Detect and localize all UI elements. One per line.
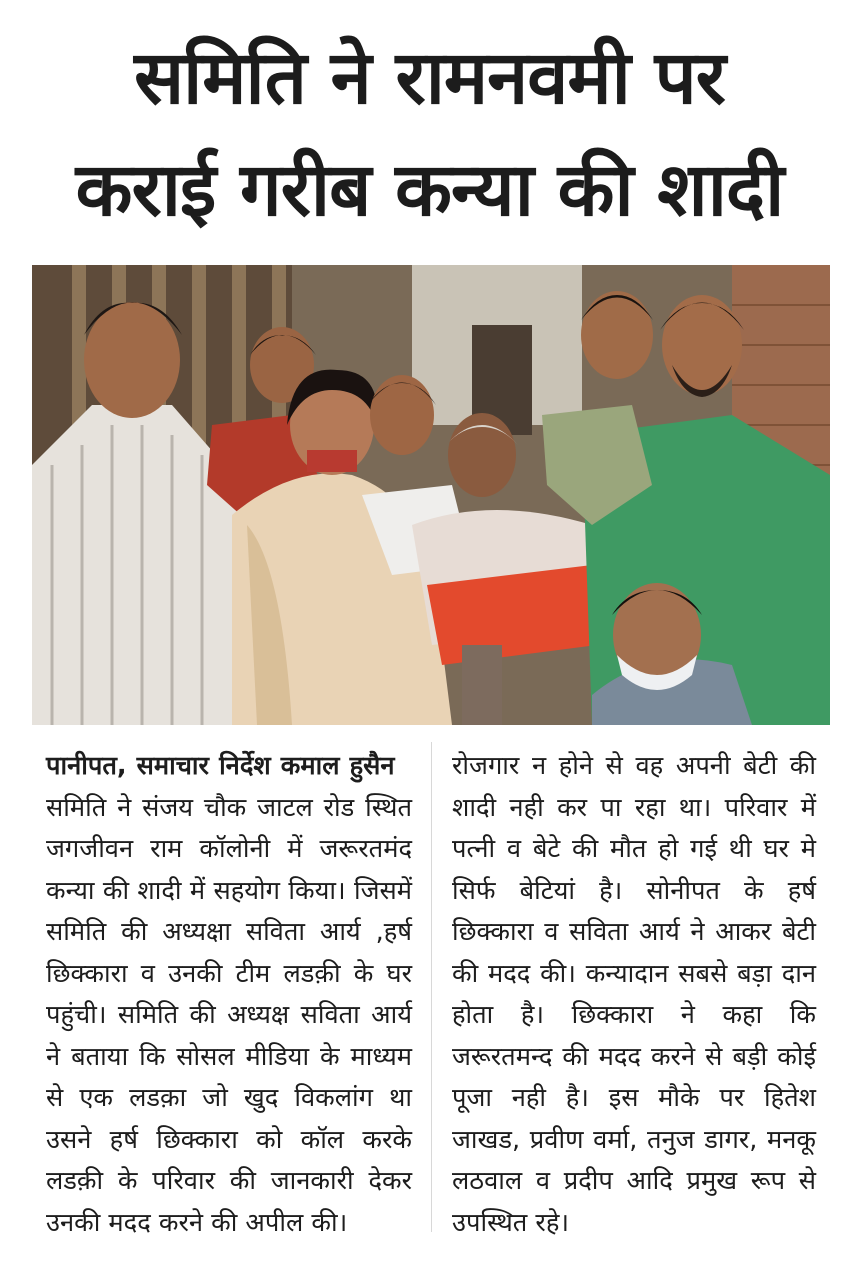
headline-line-2: कराई गरीब कन्या की शादी	[75, 147, 784, 233]
headline-line-1: समिति ने रामनवमी पर	[134, 35, 725, 121]
column-divider	[431, 742, 432, 1232]
article-left-body: समिति ने संजय चौक जाटल रोड स्थित जगजीवन राम कॉलोनी में जरूरतमंद कन्या की शादी में सहयोग किया। जिसमें समिति की अध्यक्षा सविता आर्य ,हर्ष छिक्कारा व उनकी टीम लडक़ी के घर पहुंची। समिति की अध्यक्ष सविता आर्य ने बताया कि सोसल मीडिया के माध्यम से एक लडक़ा जो खुद विकलांग था उसने हर्ष छिक्कारा को कॉल करके लडक़ी के परिवार की जानकारी देकर उनकी मदद करने की अपील की।	[46, 792, 412, 1238]
article-left-column	[46, 746, 412, 1244]
news-photo	[32, 265, 830, 725]
article-right-column	[452, 746, 816, 1244]
dateline: पानीपत, समाचार निर्देश कमाल हुसैन	[46, 751, 395, 781]
headline	[20, 22, 839, 246]
article-right-body: रोजगार न होने से वह अपनी बेटी की शादी नही कर पा रहा था। परिवार में पत्नी व बेटे की मौत हो गई थी घर मे सिर्फ बेटियां है। सोनीपत के हर्ष छिक्कारा व सविता आर्य ने आकर बेटी की मदद की। कन्यादान सबसे बड़ा दान होता है। छिक्कारा ने कहा कि जरूरतमन्द की मदद करने से बड़ी कोई पूजा नही है। इस मौके पर हितेश जाखड, प्रवीण वर्मा, तनुज डागर, मनकू लठवाल व प्रदीप आदि प्रमुख रूप से उपस्थित रहे।	[452, 751, 816, 1238]
